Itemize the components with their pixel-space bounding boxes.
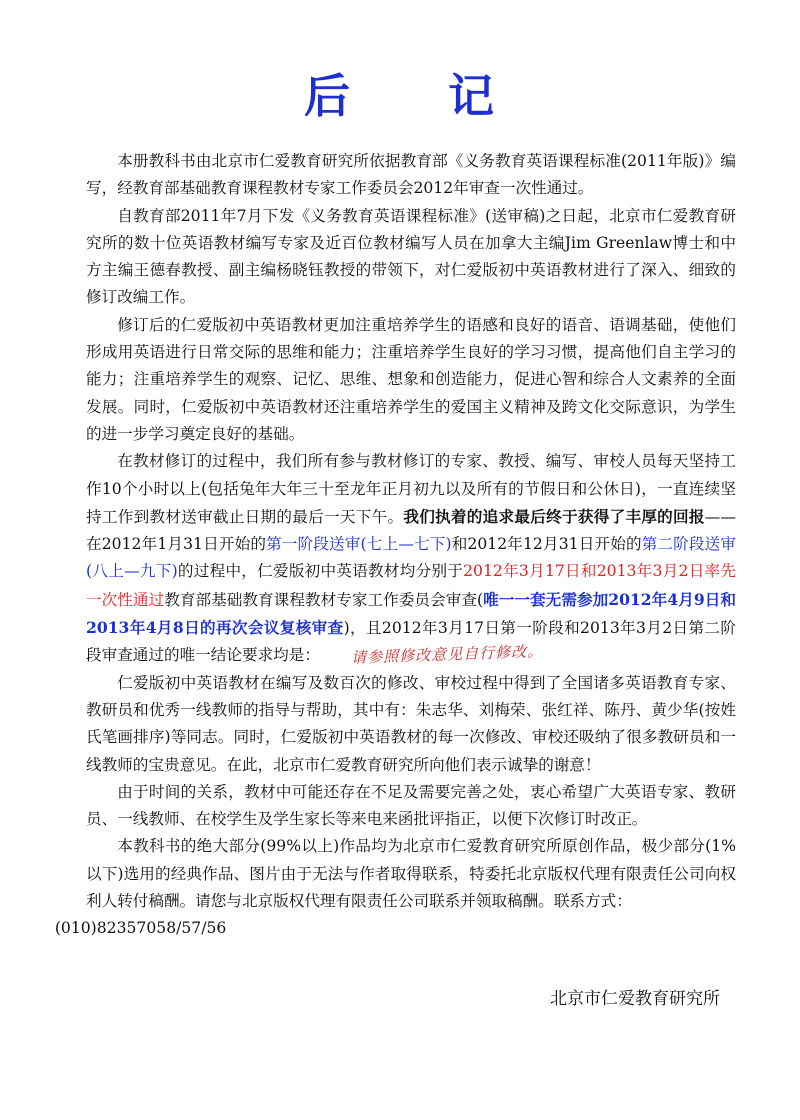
- p4-text-2: ——在2012年1月31日开始的: [86, 507, 736, 554]
- title-char-left: 后: [304, 69, 352, 123]
- p4-unique-note: 唯一一套无需参加2012年4月9日和2013年4月8日的再次会议复核审查: [86, 589, 736, 638]
- p4-text-4: 的过程中，仁爱版初中英语教材均分别于: [177, 562, 464, 581]
- handwritten-conclusion: 请参照修改意见自行修改。: [350, 642, 544, 668]
- publisher-signature: 北京市仁爱教育研究所: [550, 989, 720, 1009]
- p7-text: 本教科书的绝大部分(99%以上)作品均为北京市仁爱教育研究所原创作品，极少部分(1%以下)选用的经典作品、图片由于无法与作者取得联系，特委托北京版权代理有限责任公司向权利人转付稿酬。请您与北京版权代理有限责任公司联系并领取稿酬。联系方式：: [86, 837, 736, 911]
- paragraph-6: 由于时间的关系，教材中可能还存在不足及需要完善之处，衷心希望广大英语专家、教研员、一线教师、在校学生及学生家长等来电来函批评指正，以便下次修订时改正。: [86, 782, 736, 829]
- paragraph-3: 修订后的仁爱版初中英语教材更加注重培养学生的语感和良好的语音、语调基础，使他们形成用英语进行日常交际的思维和能力；注重培养学生良好的学习习惯，提高他们自主学习的能力；注重培养学生的观察、记忆、思维、想象和创造能力，促进心智和综合人文素养的全面发展。同时，仁爱版初中英语教材还注重培养学生的爱国主义精神及跨文化交际意识，为学生的进一步学习奠定良好的基础。: [86, 315, 736, 443]
- page-title: [0, 66, 800, 126]
- p4-text-5: 教育部基础教育课程教材专家工作委员会审查(: [164, 590, 484, 609]
- paragraph-2: 自教育部2011年7月下发《义务教育英语课程标准》(送审稿)之日起，北京市仁爱教育研究所的数十位英语教材编写专家及近百位教材编写人员在加拿大主编Jim Greenlaw博士和中方主编王德春教授、副主编杨晓钰教授的带领下，对仁爱版初中英语教材进行了深入、细致的修订改编工作。: [86, 206, 736, 307]
- p4-stage-one: 第一阶段送审(七上—七下): [266, 535, 452, 554]
- contact-phone: (010)82357058/57/56: [54, 919, 227, 938]
- paragraph-1: 本册教科书由北京市仁爱教育研究所依据教育部《义务教育英语课程标准(2011年版)》编写，经教育部基础教育课程教材专家工作委员会2012年审查一次性通过。: [86, 152, 736, 198]
- title-char-right: 记: [448, 69, 496, 123]
- p4-text-1: 在教材修订的过程中，我们所有参与教材修订的专家、教授、编写、审校人员每天坚持工作10个小时以上(包括兔年大年三十至龙年正月初九以及所有的节假日和公休日)，一直连续坚持工作到教材送审截止日期的最后一天下午。: [86, 452, 736, 526]
- paragraph-7: [54, 833, 736, 942]
- p4-text-6: )，且2012年3月17日第一阶段和2013年3月2日第二阶段审查通过的唯一结论要求均是：: [86, 619, 737, 665]
- p4-text-3: 和2012年12月31日开始的: [451, 535, 642, 554]
- paragraph-4: [86, 448, 736, 669]
- p4-stage-two: 第二阶段送审(八上—九下): [86, 535, 736, 581]
- p4-pass-dates: 2012年3月17日和2013年3月2日率先一次性通过: [86, 562, 736, 609]
- afterword-body: [54, 148, 737, 943]
- paragraph-5: 仁爱版初中英语教材在编写及数百次的修改、审校过程中得到了全国诸多英语教育专家、教研员和优秀一线教师的指导与帮助，其中有：朱志华、刘梅荣、张红祥、陈丹、黄少华(按姓氏笔画排序)等同志。同时，仁爱版初中英语教材的每一次修改、审校还吸纳了很多教研员和一线教师的宝贵意见。在此，北京市仁爱教育研究所向他们表示诚挚的谢意！: [86, 673, 736, 774]
- p4-bold-achievement: 我们执着的追求最后终于获得了丰厚的回报: [403, 506, 705, 526]
